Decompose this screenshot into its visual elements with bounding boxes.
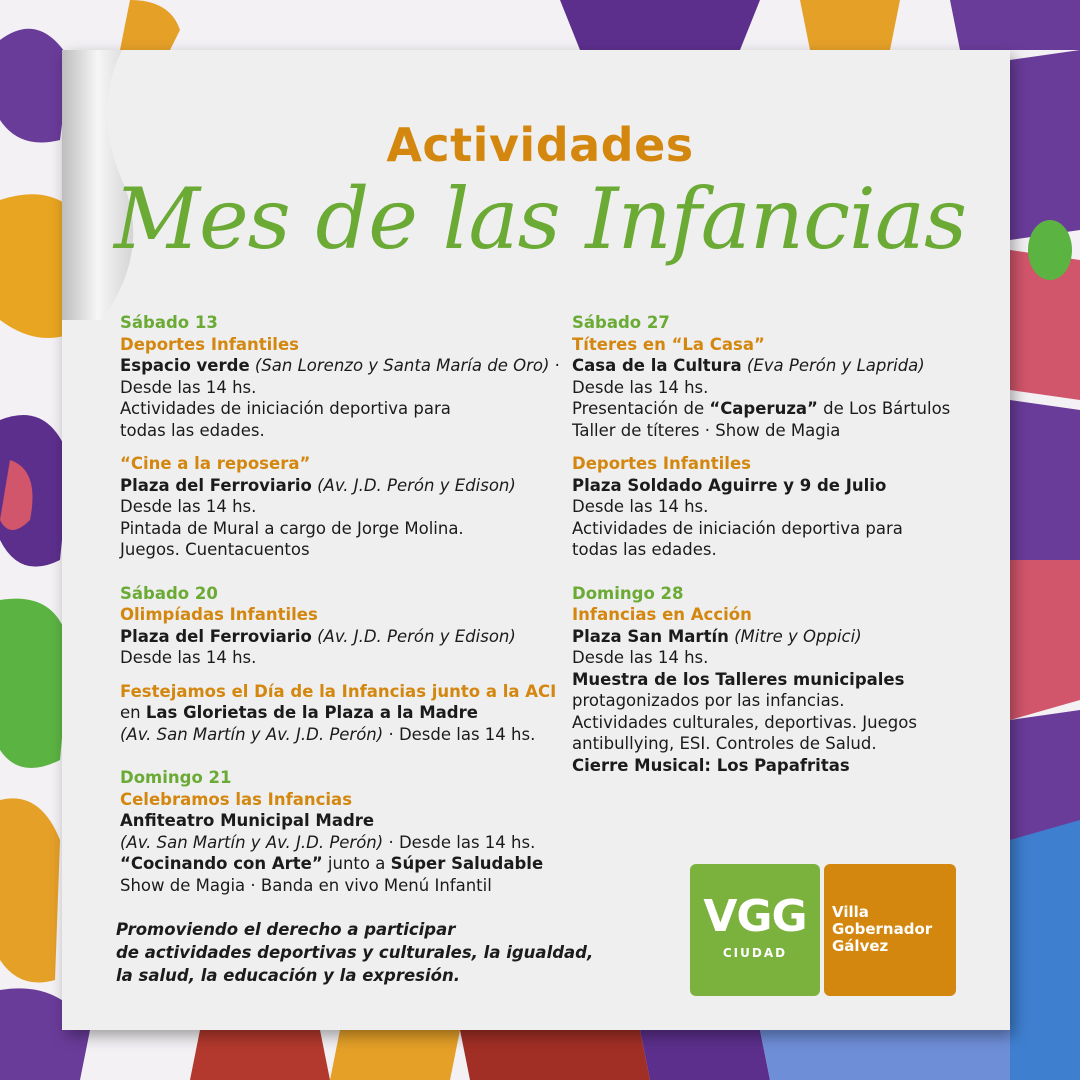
event-description: Taller de títeres · Show de Magia — [572, 420, 841, 440]
logo-name-line: Gobernador — [832, 920, 933, 938]
activity-name: “Cocinando con Arte” — [120, 854, 323, 873]
event-title: Infancias en Acción — [572, 605, 752, 624]
event-location — [572, 355, 992, 377]
logo-subtitle: CIUDAD — [722, 946, 788, 960]
footer-line: de actividades deportivas y culturales, la igualdad, — [116, 943, 594, 962]
event-location — [120, 355, 580, 398]
venue-name: Plaza del Ferroviario — [120, 626, 312, 646]
venue-name: Casa de la Cultura — [572, 356, 742, 375]
page-subtitle: Mes de las Infancias — [113, 170, 967, 268]
event-time: · Desde las 14 hs. — [383, 724, 536, 744]
venue-name: Anfiteatro Municipal Madre — [120, 811, 375, 830]
event-title: Festejamos el Día de la Infancias junto a la ACI — [120, 681, 557, 701]
event-description: Juegos. Cuentacuentos — [120, 540, 310, 559]
event-description: Pintada de Mural a cargo de Jorge Molina. — [120, 518, 464, 538]
venue-address: (Av. J.D. Perón y Edison) — [317, 475, 516, 495]
logo-city-name — [832, 904, 932, 955]
event-time: · Desde las 14 hs. — [383, 832, 536, 852]
event-title: Títeres en “La Casa” — [572, 334, 765, 354]
day-heading: Domingo 28 — [572, 583, 684, 603]
event-address-line — [120, 724, 580, 746]
event-time: Desde las 14 hs. — [572, 648, 709, 667]
presentation-title: “Caperuza” — [709, 399, 818, 418]
event-location — [120, 626, 580, 648]
event-location — [120, 702, 580, 724]
event-title: Deportes Infantiles — [572, 454, 751, 473]
venue-address: (Av. San Martín y Av. J.D. Perón) — [120, 832, 384, 852]
logo-name-line: Villa — [832, 903, 869, 921]
event-title: Deportes Infantiles — [120, 334, 299, 354]
event-address-line — [120, 832, 580, 854]
venue-name: Plaza del Ferroviario — [120, 475, 312, 495]
left-column — [120, 312, 580, 896]
venue-address: (Av. J.D. Perón y Edison) — [317, 626, 516, 646]
event-time: Desde las 14 hs. — [572, 497, 709, 516]
closing-act: Cierre Musical: Los Papafritas — [572, 755, 850, 775]
event-description: Actividades de iniciación deportiva para todas las edades. — [120, 399, 451, 440]
logo-orange-block — [824, 864, 956, 996]
show-description: protagonizados por las infancias. — [572, 691, 845, 710]
day-heading: Sábado 13 — [120, 313, 218, 332]
right-column — [572, 312, 992, 776]
logo-mark: VGG — [703, 891, 807, 942]
venue-name: Espacio verde — [120, 356, 250, 375]
show-title: Muestra de los Talleres municipales — [572, 669, 905, 689]
vgg-logo — [690, 864, 956, 996]
day-heading: Sábado 27 — [572, 313, 670, 332]
day-heading: Domingo 21 — [120, 768, 232, 787]
page-title: Actividades — [386, 118, 694, 172]
event-time: Desde las 14 hs. — [120, 648, 257, 667]
event-title: Celebramos las Infancias — [120, 789, 353, 809]
presentation-author: de Los Bártulos — [817, 399, 951, 418]
venue-address: (Eva Perón y Laprida) — [746, 356, 925, 375]
logo-green-block — [690, 864, 820, 996]
day-heading: Sábado 20 — [120, 583, 218, 603]
event-description: Actividades culturales, deportivas. Juegos antibullying, ESI. Controles de Salud. — [572, 712, 917, 753]
footer-line: Promoviendo el derecho a participar — [116, 920, 456, 939]
venue-name: Plaza San Martín — [572, 626, 729, 646]
event-title: Olimpíadas Infantiles — [120, 605, 318, 624]
event-description: Show de Magia · Banda en vivo Menú Infantil — [120, 875, 492, 895]
event-extra — [120, 853, 580, 875]
event-location — [120, 475, 580, 497]
connector-text: junto a — [322, 854, 391, 873]
venue-address: (Mitre y Oppici) — [734, 626, 862, 646]
presentation-prefix: Presentación de — [572, 399, 710, 418]
event-time: Desde las 14 hs. — [572, 377, 709, 397]
venue-name: Las Glorietas de la Plaza a la Madre — [145, 703, 478, 722]
event-title: “Cine a la reposera” — [120, 454, 311, 473]
event-location — [572, 626, 992, 648]
event-time: · Desde las 14 hs. — [120, 356, 560, 397]
location-prefix: en — [120, 703, 146, 722]
event-presentation — [572, 398, 992, 420]
venue-name: Plaza Soldado Aguirre y 9 de Julio — [572, 475, 887, 495]
venue-address: (San Lorenzo y Santa María de Oro) — [254, 356, 550, 375]
footer-line: la salud, la educación y la expresión. — [116, 966, 461, 985]
logo-name-line: Gálvez — [832, 937, 889, 955]
venue-address: (Av. San Martín y Av. J.D. Perón) — [120, 724, 384, 744]
event-time: Desde las 14 hs. — [120, 497, 257, 516]
footer-statement — [116, 918, 656, 987]
event-description: Actividades de iniciación deportiva para todas las edades. — [572, 518, 903, 559]
sponsor-name: Súper Saludable — [390, 854, 544, 873]
